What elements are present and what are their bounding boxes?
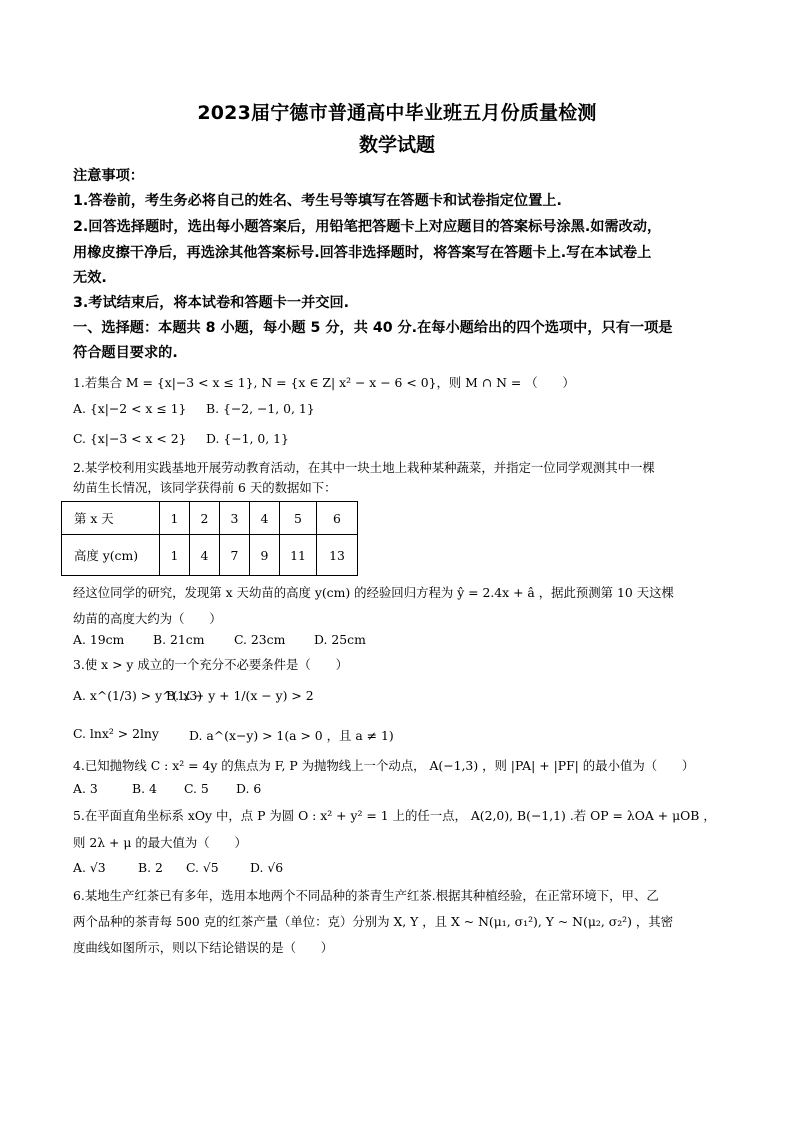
question-6-stem-cont: 两个品种的茶青每 500 克的红茶产量（单位：克）分别为 X, Y ，且 X ~ N(μ₁, σ₁²), Y ~ N(μ₂, σ₂²) ，其密 xyxy=(73,914,674,929)
question-2-option-a: A. 19cm xyxy=(73,632,125,647)
question-2-option-d: D. 25cm xyxy=(314,632,366,647)
growth-data-table xyxy=(61,501,358,576)
notice-item-3: 3.考试结束后，将本试卷和答题卡一并交回. xyxy=(73,295,350,311)
table-cell: 13 xyxy=(317,535,358,576)
question-5-option-d: D. √6 xyxy=(250,860,284,875)
table-cell: 2 xyxy=(190,502,220,535)
exam-subtitle: 数学试题 xyxy=(358,134,435,156)
notice-item-1: 1.答卷前，考生务必将自己的姓名、考生号等填写在答题卡和试卷指定位置上. xyxy=(73,193,562,209)
table-row xyxy=(62,535,358,576)
table-cell: 9 xyxy=(250,535,280,576)
table-cell: 1 xyxy=(160,535,190,576)
question-4-option-b: B. 4 xyxy=(132,781,157,796)
question-2-option-c: C. 23cm xyxy=(234,632,286,647)
table-cell: 3 xyxy=(220,502,250,535)
table-cell: 4 xyxy=(250,502,280,535)
question-2-option-b: B. 21cm xyxy=(153,632,205,647)
section-heading-cont: 符合题目要求的. xyxy=(73,345,178,361)
notice-item-2-cont: 用橡皮擦干净后，再选涂其他答案标号.回答非选择题时，将答案写在答题卡上.写在本试卷上 xyxy=(73,245,652,261)
table-cell: 11 xyxy=(280,535,317,576)
question-5-option-b: B. 2 xyxy=(138,860,163,875)
question-4-option-c: C. 5 xyxy=(184,781,209,796)
table-cell: 4 xyxy=(190,535,220,576)
table-row-header-day: 第 x 天 xyxy=(62,502,160,535)
question-6-stem: 6.某地生产红茶已有多年，选用本地两个不同品种的茶青生产红茶.根据其种植经验，在正常环境下，甲、乙 xyxy=(73,888,659,903)
table-cell: 6 xyxy=(317,502,358,535)
question-4-stem: 4.已知抛物线 C : x² = 4y 的焦点为 F, P 为抛物线上一个动点， A(−1,3) ，则 |PA| + |PF| 的最小值为（ ） xyxy=(73,758,695,773)
question-5-option-c: C. √5 xyxy=(186,860,219,875)
notice-heading: 注意事项： xyxy=(73,168,144,184)
question-3-option-c: C. lnx² > 2lny xyxy=(73,726,159,741)
question-4-option-d: D. 6 xyxy=(236,781,262,796)
question-5-stem: 5.在平面直角坐标系 xOy 中，点 P 为圆 O : x² + y² = 1 上的任一点， A(2,0), B(−1,1) .若 OP = λOA + μOB ， xyxy=(73,808,716,823)
question-1-option-d: D. {−1, 0, 1} xyxy=(206,431,289,446)
question-3-option-d: D. a^(x−y) > 1(a > 0 ，且 a ≠ 1) xyxy=(189,728,394,743)
question-6-stem-end: 度曲线如图所示，则以下结论错误的是（ ） xyxy=(73,940,334,955)
exam-title: 2023届宁德市普通高中毕业班五月份质量检测 xyxy=(197,102,597,124)
notice-item-2: 2.回答选择题时，选出每小题答案后，用铅笔把答题卡上对应题目的答案标号涂黑.如需改动， xyxy=(73,219,662,235)
question-3-stem: 3.使 x > y 成立的一个充分不必要条件是（ ） xyxy=(73,657,348,672)
question-1-option-b: B. {−2, −1, 0, 1} xyxy=(206,401,315,416)
question-3-option-a: A. x^(1/3) > y^(1/3) xyxy=(73,688,203,703)
question-2-text: 经这位同学的研究，发现第 x 天幼苗的高度 y(cm) 的经验回归方程为 ŷ = 2.4x + â ，据此预测第 10 天这棵 xyxy=(73,585,674,600)
question-5-stem-cont: 则 2λ + μ 的最大值为（ ） xyxy=(73,835,247,850)
table-cell: 7 xyxy=(220,535,250,576)
section-heading: 一、选择题：本题共 8 小题，每小题 5 分，共 40 分.在每小题给出的四个选项中，只有一项是 xyxy=(73,320,673,336)
question-2-text-cont: 幼苗的高度大约为（ ） xyxy=(73,611,222,626)
question-1-option-a: A. {x|−2 < x ≤ 1} xyxy=(73,401,187,416)
table-cell: 1 xyxy=(160,502,190,535)
question-2-stem: 2.某学校利用实践基地开展劳动教育活动，在其中一块土地上栽种某种蔬菜，并指定一位同学观测其中一棵 xyxy=(73,460,655,475)
table-row-header-height: 高度 y(cm) xyxy=(62,535,160,576)
table-row xyxy=(62,502,358,535)
question-3-option-b: B. x − y + 1/(x − y) > 2 xyxy=(166,688,314,703)
notice-item-2-end: 无效. xyxy=(73,270,107,286)
question-2-stem-cont: 幼苗生长情况，该同学获得前 6 天的数据如下： xyxy=(73,480,337,495)
question-5-option-a: A. √3 xyxy=(73,860,106,875)
table-cell: 5 xyxy=(280,502,317,535)
question-1-option-c: C. {x|−3 < x < 2} xyxy=(73,431,187,446)
question-4-option-a: A. 3 xyxy=(73,781,98,796)
question-1-stem: 1.若集合 M = {x|−3 < x ≤ 1}, N = {x ∈ Z| x² − x − 6 < 0}，则 M ∩ N = （ ） xyxy=(73,375,575,390)
